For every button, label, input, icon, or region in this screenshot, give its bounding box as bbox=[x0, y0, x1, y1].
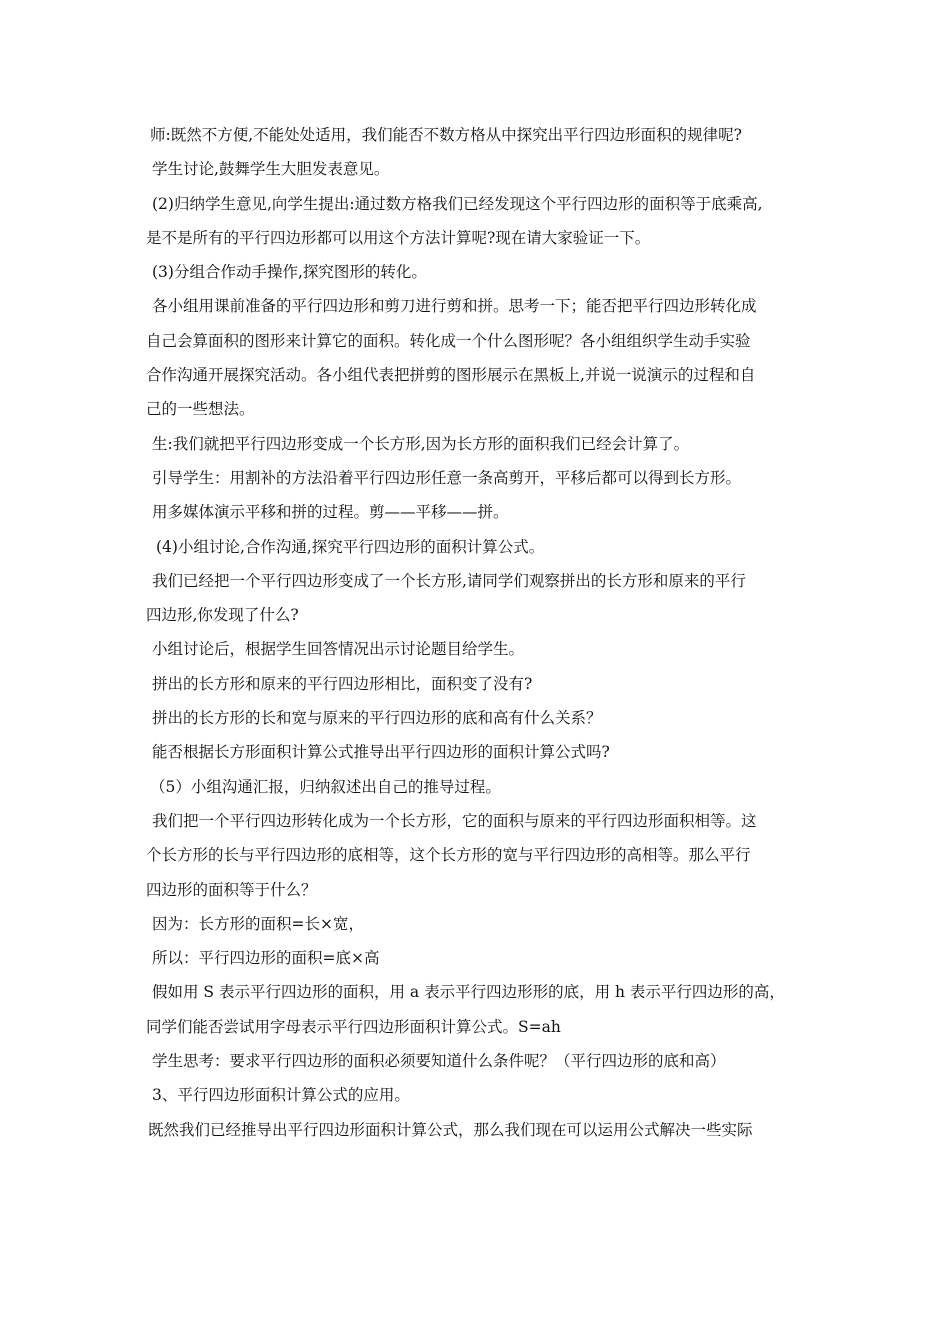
paragraph-line: 所以：平行四边形的面积=底×高 bbox=[152, 949, 380, 968]
paragraph-line: 能否根据长方形面积计算公式推导出平行四边形的面积计算公式吗? bbox=[152, 743, 610, 762]
paragraph-line: 学生讨论,鼓舞学生大胆发表意见。 bbox=[152, 160, 390, 179]
paragraph-line: 拼出的长方形和原来的平行四边形相比，面积变了没有? bbox=[152, 674, 533, 693]
paragraph-line: （5）小组沟通汇报，归纳叙述出自己的推导过程。 bbox=[150, 777, 501, 796]
paragraph-line: 我们把一个平行四边形转化成为一个长方形，它的面积与原来的平行四边形面积相等。这 bbox=[152, 811, 757, 830]
paragraph-line: 3、平行四边形面积计算公式的应用。 bbox=[152, 1086, 410, 1105]
paragraph-line: 四边形,你发现了什么? bbox=[146, 606, 299, 625]
paragraph-line: 生:我们就把平行四边形变成一个长方形,因为长方形的面积我们已经会计算了。 bbox=[152, 434, 690, 453]
paragraph-line: 四边形的面积等于什么？ bbox=[146, 880, 317, 899]
paragraph-line: 师:既然不方便,不能处处适用，我们能否不数方格从中探究出平行四边形面积的规律呢? bbox=[150, 126, 742, 144]
paragraph-line: (3)分组合作动手操作,探究图形的转化。 bbox=[152, 263, 427, 282]
paragraph-line: 同学们能否尝试用字母表示平行四边形面积计算公式。S=ah bbox=[146, 1017, 561, 1036]
paragraph-line: 己的一些想法。 bbox=[146, 400, 255, 419]
paragraph-line: (2)归纳学生意见,向学生提出:通过数方格我们已经发现这个平行四边形的面积等于底乘高, bbox=[152, 194, 763, 213]
paragraph-line: 个长方形的长与平行四边形的底相等，这个长方形的宽与平行四边形的高相等。那么平行 bbox=[146, 846, 751, 865]
document-body bbox=[146, 118, 826, 1147]
paragraph-line: 因为：长方形的面积=长×宽， bbox=[152, 914, 364, 933]
paragraph-line: 假如用 S 表示平行四边形的面积，用 a 表示平行四边形形的底，用 h 表示平行四边形的高， bbox=[152, 983, 785, 1002]
paragraph-line: 用多媒体演示平移和拼的过程。剪——平移——拼。 bbox=[152, 503, 509, 522]
paragraph-line: (4)小组讨论,合作沟通,探究平行四边形的面积计算公式。 bbox=[156, 537, 545, 556]
paragraph-line: 自己会算面积的图形来计算它的面积。转化成一个什么图形呢？各小组组织学生动手实验 bbox=[146, 331, 751, 350]
paragraph-line: 合作沟通开展探究活动。各小组代表把拼剪的图形展示在黑板上,并说一说演示的过程和自 bbox=[146, 366, 756, 385]
paragraph-line: 我们已经把一个平行四边形变成了一个长方形,请同学们观察拼出的长方形和原来的平行 bbox=[152, 571, 746, 590]
paragraph-line: 是不是所有的平行四边形都可以用这个方法计算呢?现在请大家验证一下。 bbox=[146, 228, 651, 247]
paragraph-line: 各小组用课前准备的平行四边形和剪刀进行剪和拼。思考一下；能否把平行四边形转化成 bbox=[152, 297, 757, 316]
paragraph-line: 引导学生：用割补的方法沿着平行四边形任意一条高剪开，平移后都可以得到长方形。 bbox=[152, 468, 742, 487]
paragraph-line: 既然我们已经推导出平行四边形面积计算公式，那么我们现在可以运用公式解决一些实际 bbox=[148, 1120, 753, 1139]
paragraph-line: 学生思考：要求平行四边形的面积必须要知道什么条件呢？（平行四边形的底和高） bbox=[152, 1052, 726, 1071]
paragraph-line: 小组讨论后，根据学生回答情况出示讨论题目给学生。 bbox=[152, 640, 525, 659]
paragraph-line: 拼出的长方形的长和宽与原来的平行四边形的底和高有什么关系？ bbox=[152, 709, 602, 728]
